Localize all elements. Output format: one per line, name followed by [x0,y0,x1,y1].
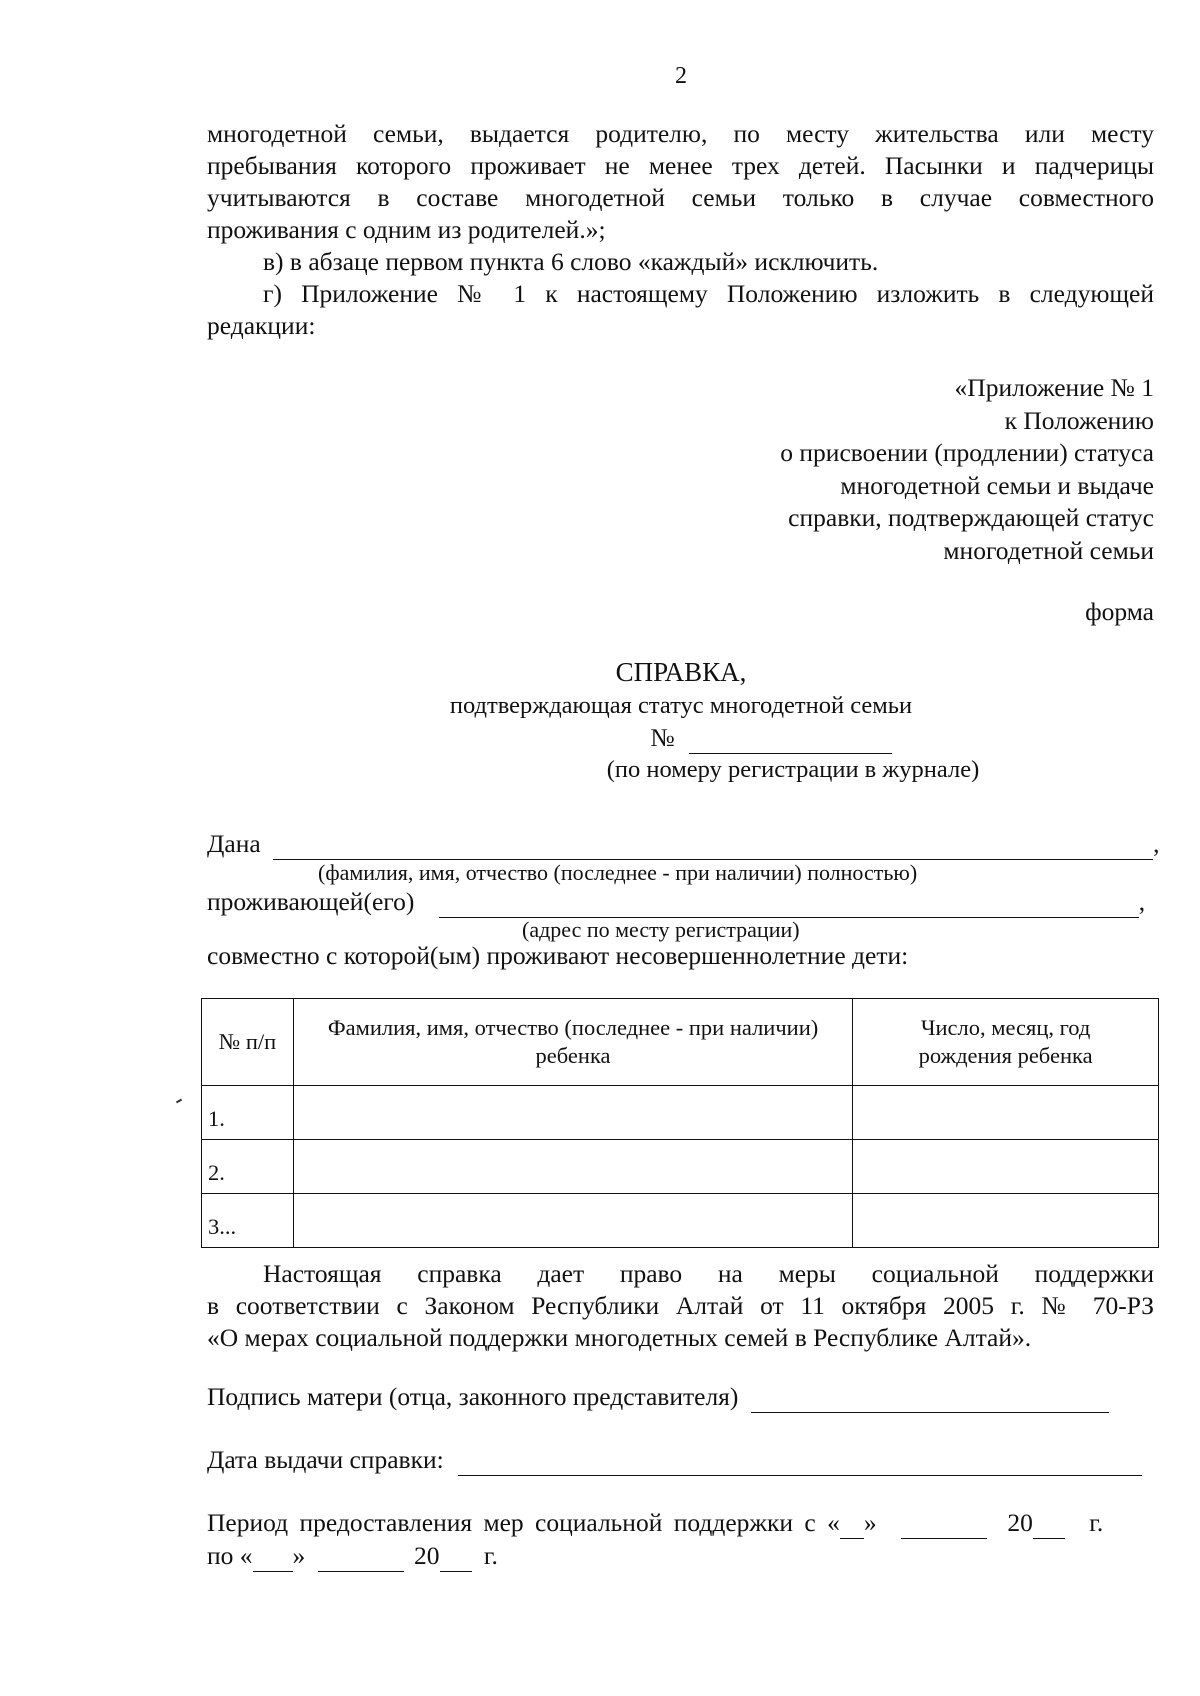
row-name[interactable] [293,1086,852,1140]
table-row [202,1086,1159,1140]
period-day-to[interactable] [253,1545,293,1572]
item-g-line2: редакции: [207,311,316,340]
second-prefix: по « [207,1541,253,1570]
certificate-number [0,722,1200,754]
children-table [201,998,1159,1248]
period-prefix: Период предоставления мер социальной поддержки с « [207,1508,840,1537]
period-row-1 [207,1507,1103,1539]
intro-line: многодетной семьи, выдается родителю, по месту жительства или месту [207,119,1154,148]
form-label: форма [1085,597,1154,626]
row-birth[interactable] [853,1086,1159,1140]
children-intro: совместно с которой(ым) проживают несовершеннолетние дети: [207,941,909,970]
issue-date-field[interactable] [458,1449,1142,1476]
year-suffix: г. [1089,1508,1104,1537]
intro-line: учитываются в составе многодетной семьи только в случае совместного [207,183,1154,212]
signature-row [207,1381,1109,1413]
row-num: 2. [202,1140,294,1194]
residing-label: проживающей(его) [207,887,415,916]
row-num: 3... [202,1194,294,1248]
number-field[interactable] [689,727,892,754]
signature-field[interactable] [751,1386,1109,1413]
header-num: № п/п [202,999,294,1086]
rights-line: Настоящая справка дает право на меры социальной поддержки [263,1259,1154,1288]
intro-line: проживания с одним из родителей.»; [207,215,606,244]
year-prefix: 20 [1007,1508,1033,1537]
issued-to-row [207,828,1159,860]
issued-to-label: Дана [207,829,261,858]
quote-close: » [863,1508,877,1537]
table-row [202,1140,1159,1194]
row-birth[interactable] [853,1140,1159,1194]
table-header-row [202,999,1159,1086]
period-month-from[interactable] [901,1512,987,1539]
item-g-line1: г) Приложение № 1 к настоящему Положению изложить в следующей [263,279,1154,308]
item-v: в) в абзаце первом пункта 6 слово «каждый» исключить. [263,247,879,276]
appendix-header-line: многодетной семьи и выдаче [840,470,1154,500]
intro-line: пребывания которого проживает не менее трех детей. Пасынки и падчерицы [207,151,1154,180]
table-row [202,1194,1159,1248]
issued-to-hint: (фамилия, имя, отчество (последнее - при наличии) полностью) [318,860,918,885]
residing-hint: (адрес по месту регистрации) [522,917,800,942]
issued-to-field[interactable] [273,833,1153,860]
comma: , [1138,887,1146,916]
period-month-to[interactable] [318,1545,404,1572]
appendix-header-line: справки, подтверждающей статус [788,503,1154,532]
period-row-2 [207,1540,498,1572]
comma: , [1153,829,1160,858]
issue-date-row [207,1444,1142,1476]
quote-close: » [292,1541,306,1570]
year-suffix: г. [483,1541,498,1570]
rights-line: в соответствии с Законом Республики Алтай от 11 октября 2005 г. № 70-РЗ [207,1291,1154,1320]
appendix-header-line: о присвоении (продлении) статуса [780,438,1154,467]
intro-paragraph [207,118,1154,342]
period-year-from[interactable] [1033,1512,1065,1539]
number-note: (по номеру регистрации в журнале) [606,756,980,783]
appendix-header [780,372,1154,567]
row-name[interactable] [293,1140,852,1194]
appendix-header-line: многодетной семьи [943,535,1154,565]
appendix-header-line: «Приложение № 1 [954,373,1154,402]
signature-label: Подпись матери (отца, законного представителя) [207,1382,739,1411]
header-name: Фамилия, имя, отчество (последнее - при наличии) ребенка [293,999,852,1086]
rights-paragraph [207,1258,1154,1354]
certificate-subtitle: подтверждающая статус многодетной семьи [449,692,913,719]
period-year-to[interactable] [440,1545,472,1572]
issue-date-label: Дата выдачи справки: [207,1445,444,1474]
row-birth[interactable] [853,1194,1159,1248]
row-name[interactable] [293,1194,852,1248]
appendix-header-line: к Положению [1004,405,1154,435]
row-num: 1. [202,1086,294,1140]
page-number: 2 [675,63,687,89]
header-birth: Число, месяц, год рождения ребенка [853,999,1159,1086]
scan-mark [176,1099,182,1104]
number-label: № [650,723,675,752]
certificate-title: СПРАВКА, [615,657,747,687]
year-prefix: 20 [414,1541,440,1570]
rights-line: «О мерах социальной поддержки многодетных семей в Республике Алтай». [207,1323,1032,1352]
period-day-from[interactable] [840,1512,864,1539]
